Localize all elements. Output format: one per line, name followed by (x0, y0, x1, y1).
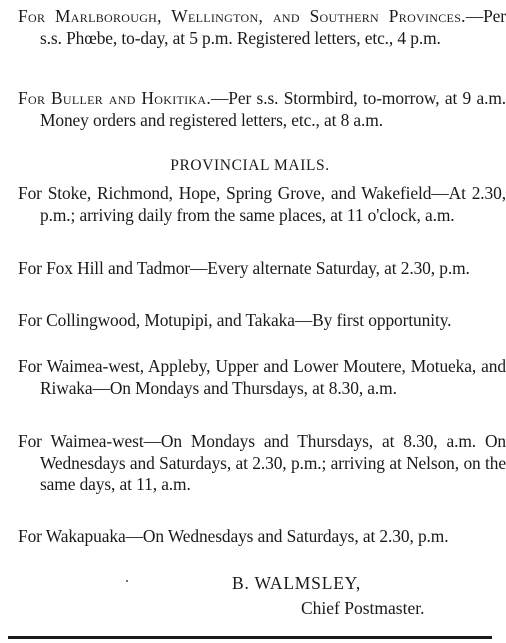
notice-marlborough (18, 6, 506, 49)
signature-title: Chief Postmaster. (301, 598, 425, 618)
notice-buller (18, 88, 506, 131)
provincial-item: For Fox Hill and Tadmor—Every alternate Saturday, at 2.30, p.m. (18, 258, 470, 278)
print-speck (126, 580, 128, 582)
provincial-item: For Stoke, Richmond, Hope, Spring Grove, and Wakefield—At 2.30, p.m.; arriving daily from the same places, at 11 o'clock, a.m. (18, 183, 506, 225)
provincial-item: For Wakapuaka—On Wednesdays and Saturdays, at 2.30, p.m. (18, 526, 449, 546)
notice-text: —Per s.s. Stormbird, to-morrow, at 9 a.m. Money orders and registered letters, etc., at 8 a.m. (40, 88, 506, 130)
provincial-item: For Collingwood, Motupipi, and Takaka—By first opportunity. (18, 310, 452, 330)
provincial-item: For Waimea-west—On Mondays and Thursdays, at 8.30, a.m. On Wednesdays and Saturdays, at 2.30, p.m.; arriving at Nelson, on the same days, at 11, a.m. (18, 431, 506, 494)
notice-lead: For Buller and Hokitika. (18, 88, 212, 108)
notice-text: —Per s.s. Phœbe, to-day, at 5 p.m. Registered letters, etc., 4 p.m. (40, 6, 506, 48)
notice-lead: For Marlborough, Wellington, and Southern Provinces. (18, 6, 466, 26)
provincial-item: For Waimea-west, Appleby, Upper and Lower Moutere, Motueka, and Riwaka—On Mondays and Thursdays, at 8.30, a.m. (18, 356, 506, 398)
bottom-rule (8, 636, 492, 639)
section-heading: PROVINCIAL MAILS. (170, 157, 330, 174)
signature-name: B. WALMSLEY, (232, 573, 362, 593)
